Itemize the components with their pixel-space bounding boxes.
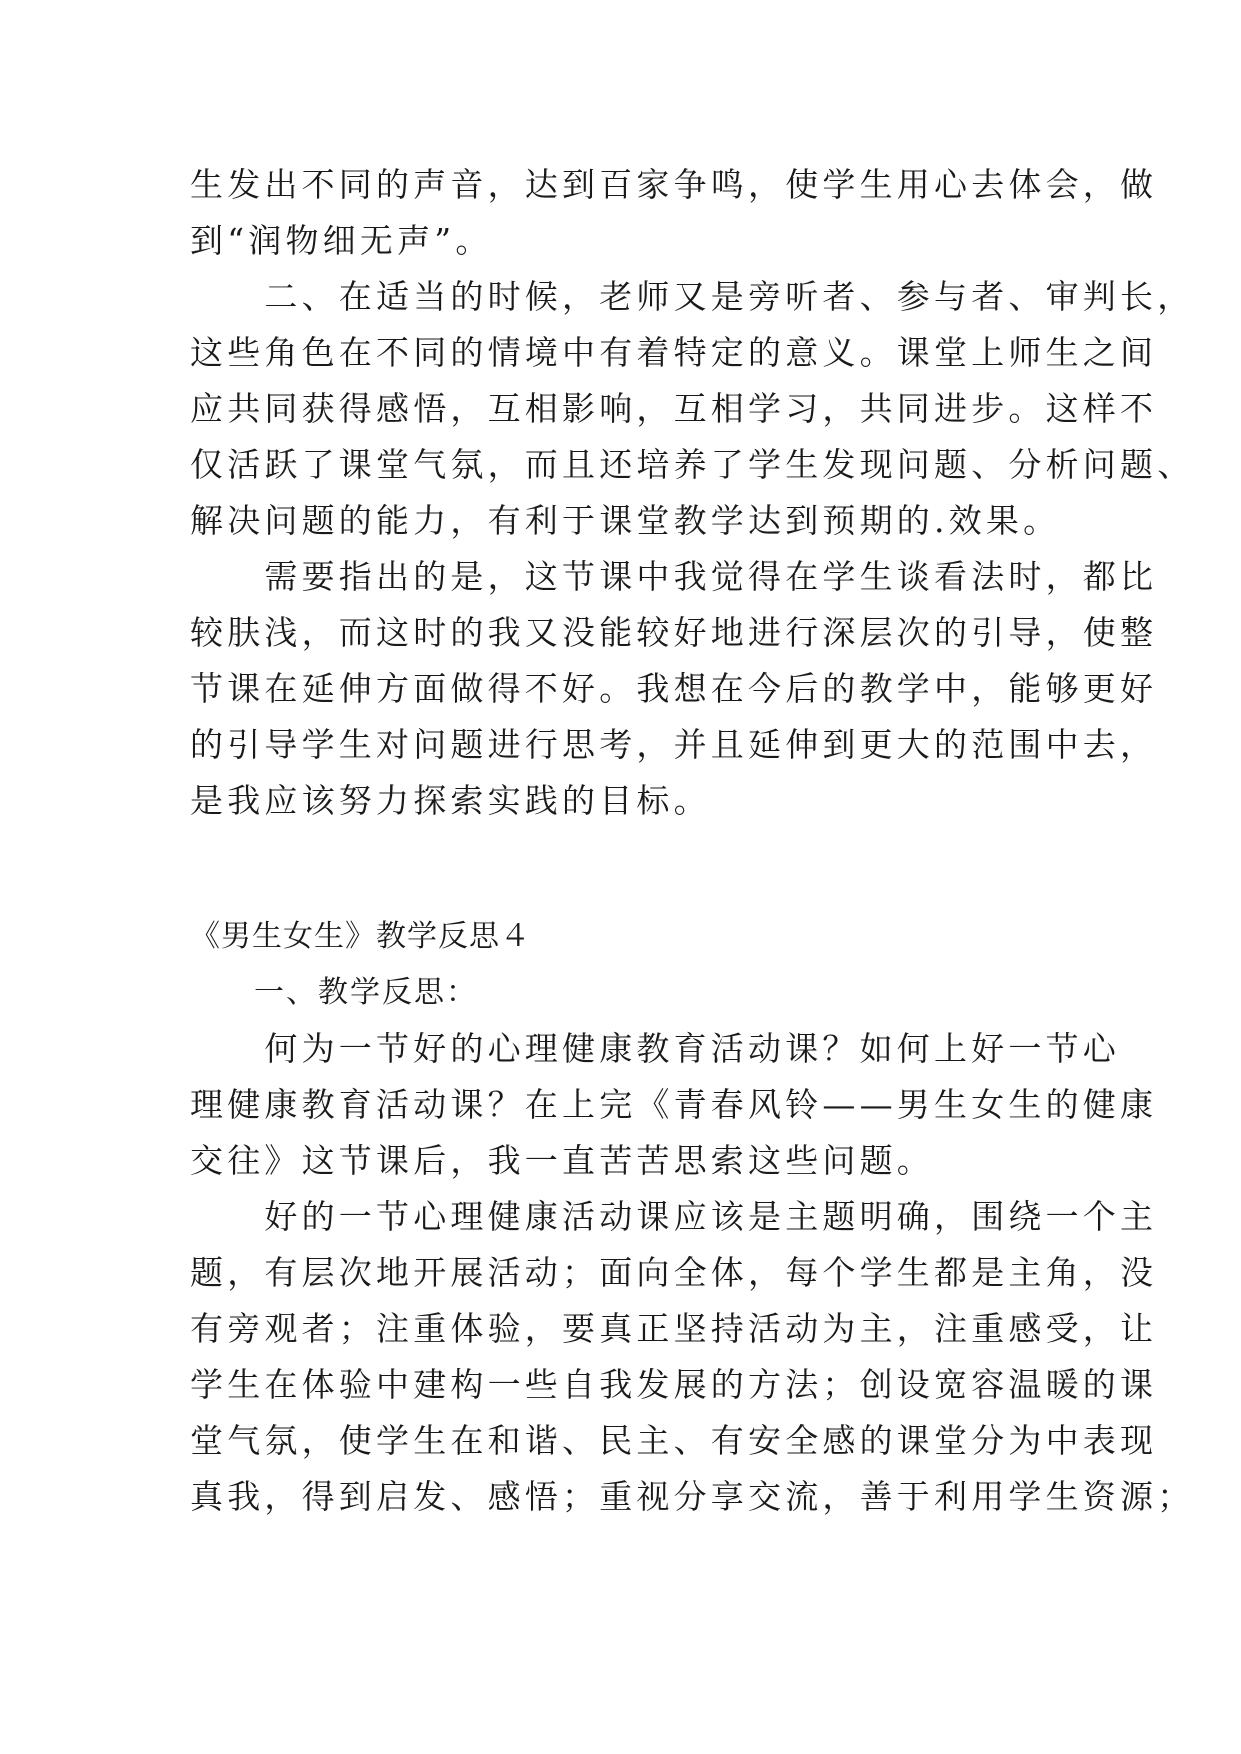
text-line: 较肤浅，而这时的我又没能较好地进行深层次的引导，使整: [190, 613, 1158, 652]
text-line: 解决问题的能力，有利于课堂教学达到预期的.效果。: [190, 501, 1061, 540]
subheading: 一、教学反思：: [254, 975, 478, 1010]
text-line: 真我，得到启发、感悟；重视分享交流，善于利用学生资源；: [190, 1477, 1195, 1516]
text-line: 节课在延伸方面做得不好。我想在今后的教学中，能够更好: [190, 669, 1158, 708]
text-line: 理健康教育活动课？在上完《青春风铃——男生女生的健康: [190, 1085, 1158, 1124]
text-line: 交往》这节课后，我一直苦苦思索这些问题。: [190, 1141, 934, 1180]
section-gap: [190, 829, 1054, 909]
paragraph: [190, 549, 1158, 829]
text-line: 堂气氛，使学生在和谐、民主、有安全感的课堂分为中表现: [190, 1421, 1158, 1460]
text-line: 何为一节好的心理健康教育活动课？如何上好一节心: [190, 1029, 1120, 1068]
text-line: 需要指出的是，这节课中我觉得在学生谈看法时，都比: [190, 557, 1158, 596]
text-line: 学生在体验中建构一些自我发展的方法；创设宽容温暖的课: [190, 1365, 1158, 1404]
document-page: [190, 157, 1195, 1525]
text-line: 到“润物细无声”。: [190, 221, 493, 260]
paragraph: [190, 1189, 1195, 1525]
text-line: 的引导学生对问题进行思考，并且延伸到更大的范围中去，: [190, 725, 1158, 764]
text-line: 二、在适当的时候，老师又是旁听者、参与者、审判长，: [190, 277, 1195, 316]
text-line: 应共同获得感悟，互相影响，互相学习，共同进步。这样不: [190, 389, 1158, 428]
text-line: 这些角色在不同的情境中有着特定的意义。课堂上师生之间: [190, 333, 1158, 372]
paragraph: [190, 1021, 1158, 1189]
text-line: 是我应该努力探索实践的目标。: [190, 781, 711, 820]
section-title: 《男生女生》教学反思４: [190, 919, 531, 954]
text-line: 题，有层次地开展活动；面向全体，每个学生都是主角，没: [190, 1253, 1158, 1292]
text-line: 好的一节心理健康活动课应该是主题明确，围绕一个主: [190, 1197, 1158, 1236]
paragraph: [190, 269, 1195, 549]
text-line: 生发出不同的声音，达到百家争鸣，使学生用心去体会，做: [190, 165, 1158, 204]
text-line: 仅活跃了课堂气氛，而且还培养了学生发现问题、分析问题、: [190, 445, 1195, 484]
paragraph: [190, 157, 1158, 269]
text-line: 有旁观者；注重体验，要真正坚持活动为主，注重感受，让: [190, 1309, 1158, 1348]
